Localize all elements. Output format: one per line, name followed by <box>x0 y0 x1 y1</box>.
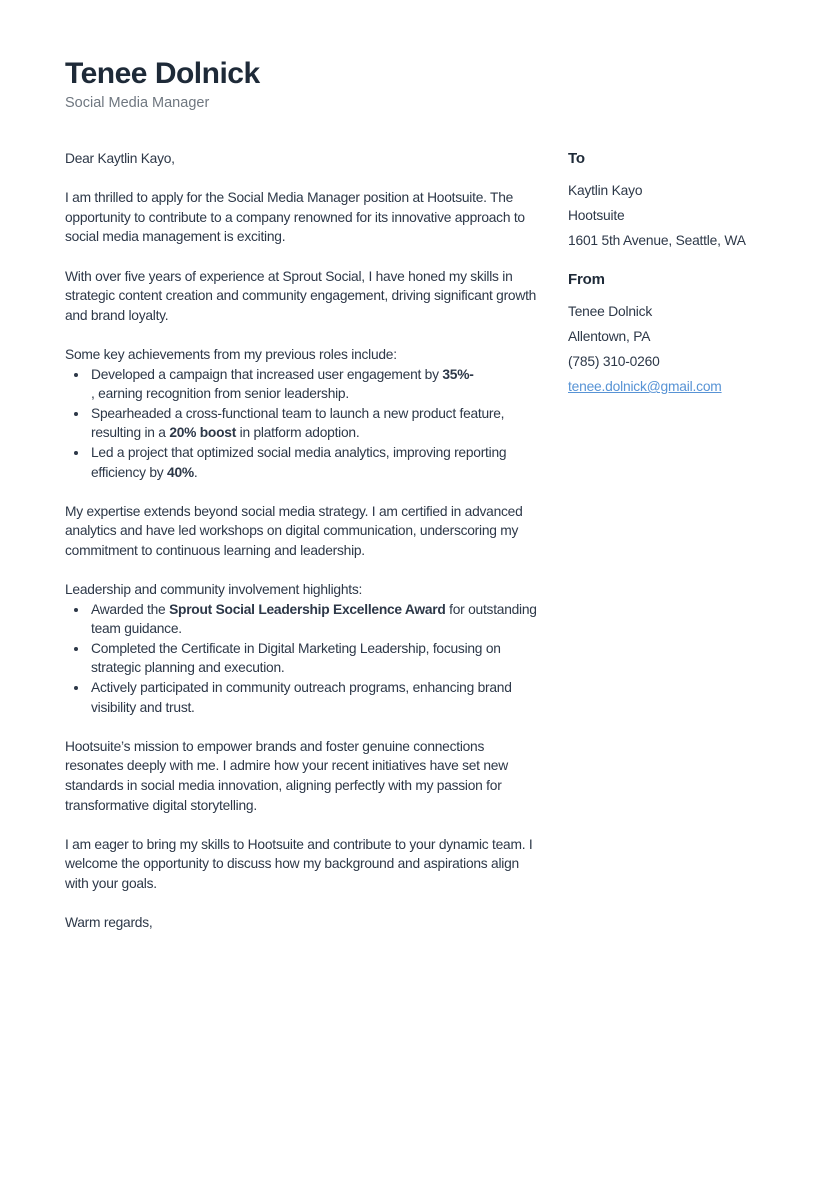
letter-bullet-item <box>89 678 545 717</box>
text-run: Led a project that optimized social media analytics, improving reporting efficiency by <box>91 444 507 480</box>
text-run: Warm regards, <box>65 915 153 931</box>
sender-name: Tenee Dolnick <box>568 304 653 319</box>
text-run: Developed a campaign that increased user engagement by <box>91 366 443 382</box>
text-run: , earning recognition from senior leadership. <box>91 386 349 402</box>
text-run: Actively participated in community outreach programs, enhancing brand visibility and trust. <box>91 680 512 715</box>
letter-paragraph <box>65 267 545 326</box>
sender-email-link[interactable]: tenee.dolnick@gmail.com <box>568 379 722 394</box>
to-section <box>568 149 790 253</box>
from-heading: From <box>568 271 605 288</box>
letter-bullet-item <box>89 600 545 639</box>
letter-bullet-item <box>89 639 545 678</box>
bold-text-run: 40% <box>167 464 194 480</box>
letter-columns <box>65 149 790 952</box>
to-heading: To <box>568 150 585 167</box>
text-run: in platform adoption. <box>236 425 360 441</box>
text-run: for outstanding team guidance. <box>91 601 537 637</box>
text-run: Some key achievements from my previous roles include: <box>65 346 397 362</box>
text-run: . <box>193 464 198 480</box>
letter-bullet-item <box>89 404 545 443</box>
from-section <box>568 270 790 399</box>
bold-text-run: 35%- <box>442 366 474 382</box>
letter-paragraph <box>65 188 545 247</box>
text-run: Hootsuite’s mission to empower brands and foster genuine connections resonates deeply with me. I admire how your recent initiatives have set new standards in social media innovation, aligning perfectly with my passion for transformative digital storytelling. <box>65 738 508 813</box>
letter-bullet-item <box>89 443 545 482</box>
letter-body <box>65 149 545 952</box>
text-run: Spearheaded a cross-functional team to launch a new product feature, resulting in a <box>91 405 505 441</box>
page-title: Tenee Dolnick <box>65 57 260 90</box>
letter-paragraph <box>65 149 545 169</box>
letter-paragraph <box>65 580 545 600</box>
bold-text-run: Sprout Social Leadership Excellence Award <box>169 601 446 617</box>
letter-bullet-list <box>65 365 545 483</box>
text-run: I am thrilled to apply for the Social Media Manager position at Hootsuite. The opportunity to contribute to a company renowned for its innovative approach to social media management is exciting. <box>65 190 525 245</box>
text-run: My expertise extends beyond social media strategy. I am certified in advanced analytics and have led workshops on digital communication, underscoring my commitment to continuous learning and leadership. <box>65 503 523 558</box>
letter-paragraph <box>65 502 545 561</box>
letter-bullet-item <box>89 365 545 404</box>
letter-paragraph <box>65 737 545 815</box>
text-run: Dear Kaytlin Kayo, <box>65 151 175 166</box>
recipient-name: Kaytlin Kayo <box>568 183 643 198</box>
recipient-address: 1601 5th Avenue, Seattle, WA <box>568 233 746 248</box>
letter-paragraph <box>65 345 545 365</box>
recipient-company: Hootsuite <box>568 208 625 223</box>
sender-location: Allentown, PA <box>568 329 651 344</box>
contact-sidebar <box>568 149 790 399</box>
text-run: Leadership and community involvement highlights: <box>65 582 363 598</box>
letter-paragraph <box>65 913 545 933</box>
letter-header <box>65 57 790 113</box>
letter-bullet-list <box>65 600 545 718</box>
text-run: With over five years of experience at Sprout Social, I have honed my skills in strategic content creation and community engagement, driving significant growth and brand loyalty. <box>65 268 537 323</box>
text-run: Awarded the <box>91 601 170 617</box>
job-title: Social Media Manager <box>65 95 210 111</box>
letter-paragraph <box>65 835 545 894</box>
text-run: I am eager to bring my skills to Hootsuite and contribute to your dynamic team. I welcome the opportunity to discuss how my background and aspirations align with your goals. <box>65 836 533 891</box>
bold-text-run: 20% boost <box>169 425 237 441</box>
text-run: Completed the Certificate in Digital Marketing Leadership, focusing on strategic planning and execution. <box>91 640 501 676</box>
sender-phone: (785) 310-0260 <box>568 354 660 369</box>
